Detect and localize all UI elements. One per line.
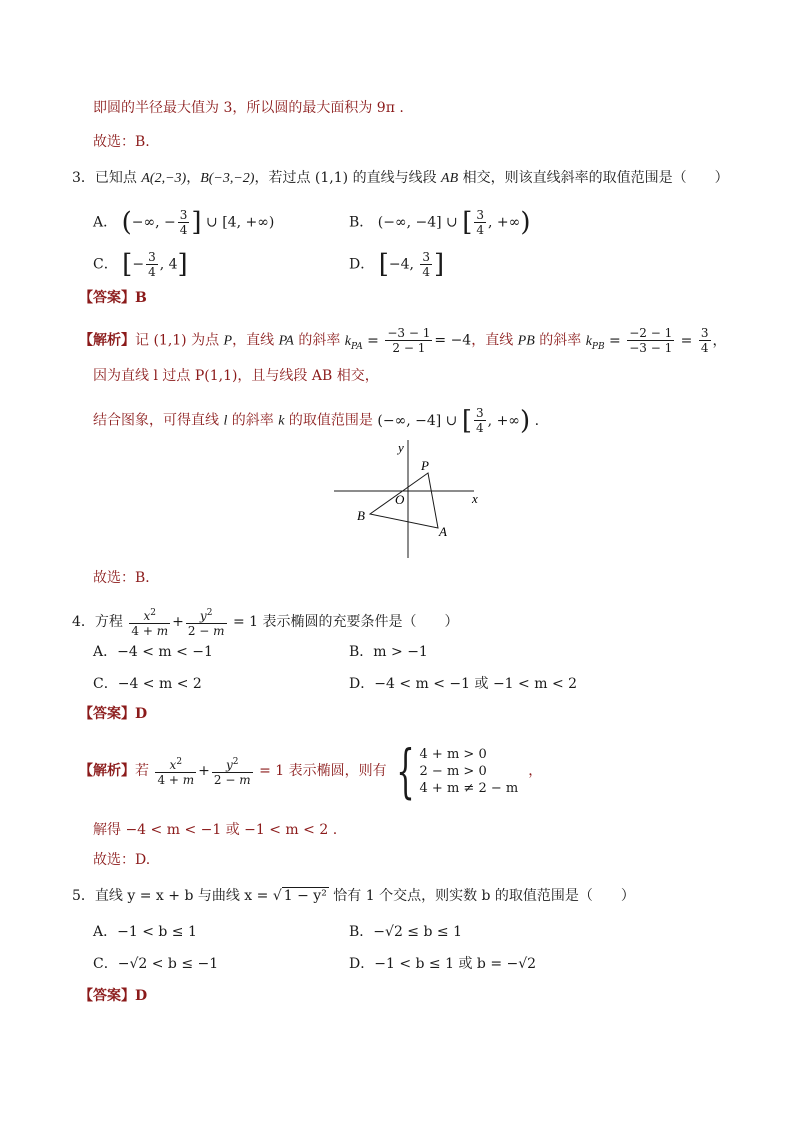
- q5-sqrt-body: 1 − y²: [283, 888, 327, 904]
- label-y: y: [398, 440, 404, 455]
- q4-choice: 故选：D.: [93, 852, 151, 868]
- q5-option-d-text: −1 < b ≤ 1 或 b = −√2: [374, 956, 537, 972]
- q3-pa: PA: [278, 333, 294, 349]
- label-b: B: [357, 508, 365, 523]
- q3-option-a: A． (−∞, − $\frac{3}{4}$ ] ∪ [4, +∞): [93, 207, 275, 238]
- q3-stem-c: 相交，则该直线斜率的取值范围是（ ）: [458, 170, 729, 186]
- q4-option-a-label: A．: [93, 644, 118, 660]
- q4-sys-1: 4 + m > 0: [419, 746, 487, 762]
- q3-seg: AB: [441, 171, 459, 186]
- q4-analysis: 【解析】若 $\frac{x^2}{4 + m}$ + $\frac{y^2}{2 - m}$ = 1 表示椭圆，则有 { 4 + m > 0 2 − m > 0 4 + m ≠ 2 − m ，: [79, 737, 543, 805]
- q5-option-d-label: D．: [349, 956, 375, 972]
- q5-option-c: [93, 954, 218, 974]
- q3-analysis-1d: ，直线: [471, 332, 518, 349]
- label-x: x: [472, 491, 478, 506]
- q4-solve: 解得 −4 < m < −1 或 −1 < m < 2 .: [93, 822, 338, 838]
- q4-option-b: [349, 642, 428, 662]
- q3-analysis-1: 【解析】记 (1,1) 为点 P，直线 PA 的斜率 $k_{PA}$ = $\frac{-3 - 1}{2 - 1}$ = −4，直线 PB 的斜率 $k_{PB}$ = $\frac{-2 - 1}{-3 - 1}$ = $\frac{3}{4}$ ，: [79, 326, 727, 355]
- q5-option-c-text: −√2 < b ≤ −1: [117, 956, 219, 972]
- q4-option-d-label: D．: [349, 676, 375, 692]
- q5-option-c-label: C．: [93, 956, 118, 972]
- q4-option-a: [93, 642, 213, 662]
- q4-option-c-text: −4 < m < 2: [117, 676, 202, 692]
- q4-sys-end: ，: [528, 763, 543, 779]
- q5-stem-b: 恰有 1 个交点，则实数 b 的取值范围是（ ）: [328, 888, 635, 904]
- q3-analysis-3a: 结合图象，可得直线: [93, 412, 224, 429]
- q3-k: k: [278, 413, 285, 429]
- q3-kpa-eq: = −4: [434, 332, 472, 349]
- q3-pb: PB: [517, 333, 535, 349]
- q5-option-b-text: −√2 ≤ b ≤ 1: [373, 924, 462, 940]
- label-o: O: [395, 492, 405, 507]
- q3-stem: [72, 168, 729, 189]
- q3-analysis-1b: ，直线: [232, 332, 279, 349]
- q5-answer: 【答案】D: [79, 988, 148, 1004]
- q4-system: [420, 746, 519, 797]
- q4-option-c-label: C．: [93, 676, 118, 692]
- q5-option-d: [349, 954, 536, 974]
- q3-option-c: C． [− $\frac{3}{4}$ , 4]: [93, 249, 188, 280]
- q5-option-a-text: −1 < b ≤ 1: [117, 924, 197, 940]
- q3-stem-a: 已知点: [94, 170, 142, 186]
- q3-analysis-1e: 的斜率: [534, 332, 586, 349]
- q4-option-d-text: −4 < m < −1 或 −1 < m < 2: [374, 676, 578, 692]
- q3-option-d: D． [−4, $\frac{3}{4}$ ]: [349, 249, 445, 280]
- q5-stem-a: 直线 y = x + b 与曲线 x =: [94, 888, 273, 904]
- q4-option-a-text: −4 < m < −1: [117, 644, 213, 660]
- q3-analysis-1a: 记 (1,1) 为点: [135, 332, 224, 349]
- q5-option-a-label: A．: [93, 924, 118, 940]
- q3-option-c-label: C．: [93, 256, 118, 273]
- q5-stem: 5．直线 y = x + b 与曲线 x = √ 1 − y² 恰有 1 个交点，则实数 b 的取值范围是（ ）: [72, 888, 635, 904]
- q4-stem-a: 方程: [94, 614, 128, 630]
- q3-sep: ，: [186, 170, 201, 186]
- q3-option-a-label: A．: [93, 214, 118, 231]
- q4-analysis-tag: 【解析】: [79, 763, 135, 779]
- q3-analysis-2: 因为直线 l 过点 P(1,1)，且与线段 AB 相交，: [93, 368, 379, 384]
- q4-option-d: [349, 674, 577, 694]
- q4-stem: 4．方程 $\frac{x^2}{4 + m}$ + $\frac{y^2}{2 - m}$ = 1 表示椭圆的充要条件是（ ）: [72, 608, 459, 638]
- q3-stem-b: ，若过点 (1,1) 的直线与线段: [254, 170, 442, 186]
- q3-analysis-3b: 的斜率: [227, 412, 279, 429]
- q4-stem-b: = 1 表示椭圆的充要条件是（ ）: [228, 614, 459, 630]
- q4-sys-3: 4 + m ≠ 2 − m: [419, 780, 519, 796]
- q3-analysis-3c: 的取值范围是: [284, 412, 378, 429]
- q4-analysis-a: 若: [135, 763, 154, 779]
- q3-option-b: B． (−∞, −4] ∪ [ $\frac{3}{4}$ , +∞): [349, 207, 531, 238]
- q4-option-b-text: m > −1: [373, 644, 428, 660]
- q2-choice: 故选：B.: [93, 134, 150, 150]
- q3-point-a: A(2,−3): [141, 171, 187, 186]
- q3-option-d-label: D．: [349, 256, 375, 273]
- q5-number: 5．: [72, 888, 95, 904]
- q4-option-b-label: B．: [349, 644, 374, 660]
- q3-figure: [330, 436, 490, 562]
- q3-analysis-tag: 【解析】: [79, 332, 135, 349]
- q5-option-b: [349, 922, 462, 942]
- q3-number: 3．: [72, 170, 95, 186]
- label-a: A: [439, 524, 447, 539]
- q4-number: 4．: [72, 614, 95, 630]
- q4-answer: 【答案】D: [79, 706, 148, 722]
- q3-option-b-label: B．: [349, 214, 374, 231]
- q3-point-b: B(−3,−2): [200, 171, 255, 186]
- label-p: P: [421, 458, 429, 473]
- q3-analysis-1c: 的斜率: [293, 332, 345, 349]
- q2-conclusion: 即圆的半径最大值为 3，所以圆的最大面积为 9π .: [93, 100, 404, 116]
- q4-analysis-b: = 1 表示椭圆，则有: [254, 763, 387, 779]
- q3-analysis-3: 结合图象，可得直线 l 的斜率 k 的取值范围是 (−∞, −4] ∪ [ $\frac{3}{4}$ , +∞) .: [93, 405, 540, 436]
- q3-l: l: [223, 413, 228, 429]
- q5-option-b-label: B．: [349, 924, 374, 940]
- q4-sys-2: 2 − m > 0: [419, 763, 487, 779]
- q5-option-a: [93, 922, 197, 942]
- q3-p: P: [223, 333, 233, 349]
- q3-answer: 【答案】B: [79, 290, 147, 306]
- q3-choice: 故选：B．: [93, 570, 160, 586]
- q4-option-c: [93, 674, 202, 694]
